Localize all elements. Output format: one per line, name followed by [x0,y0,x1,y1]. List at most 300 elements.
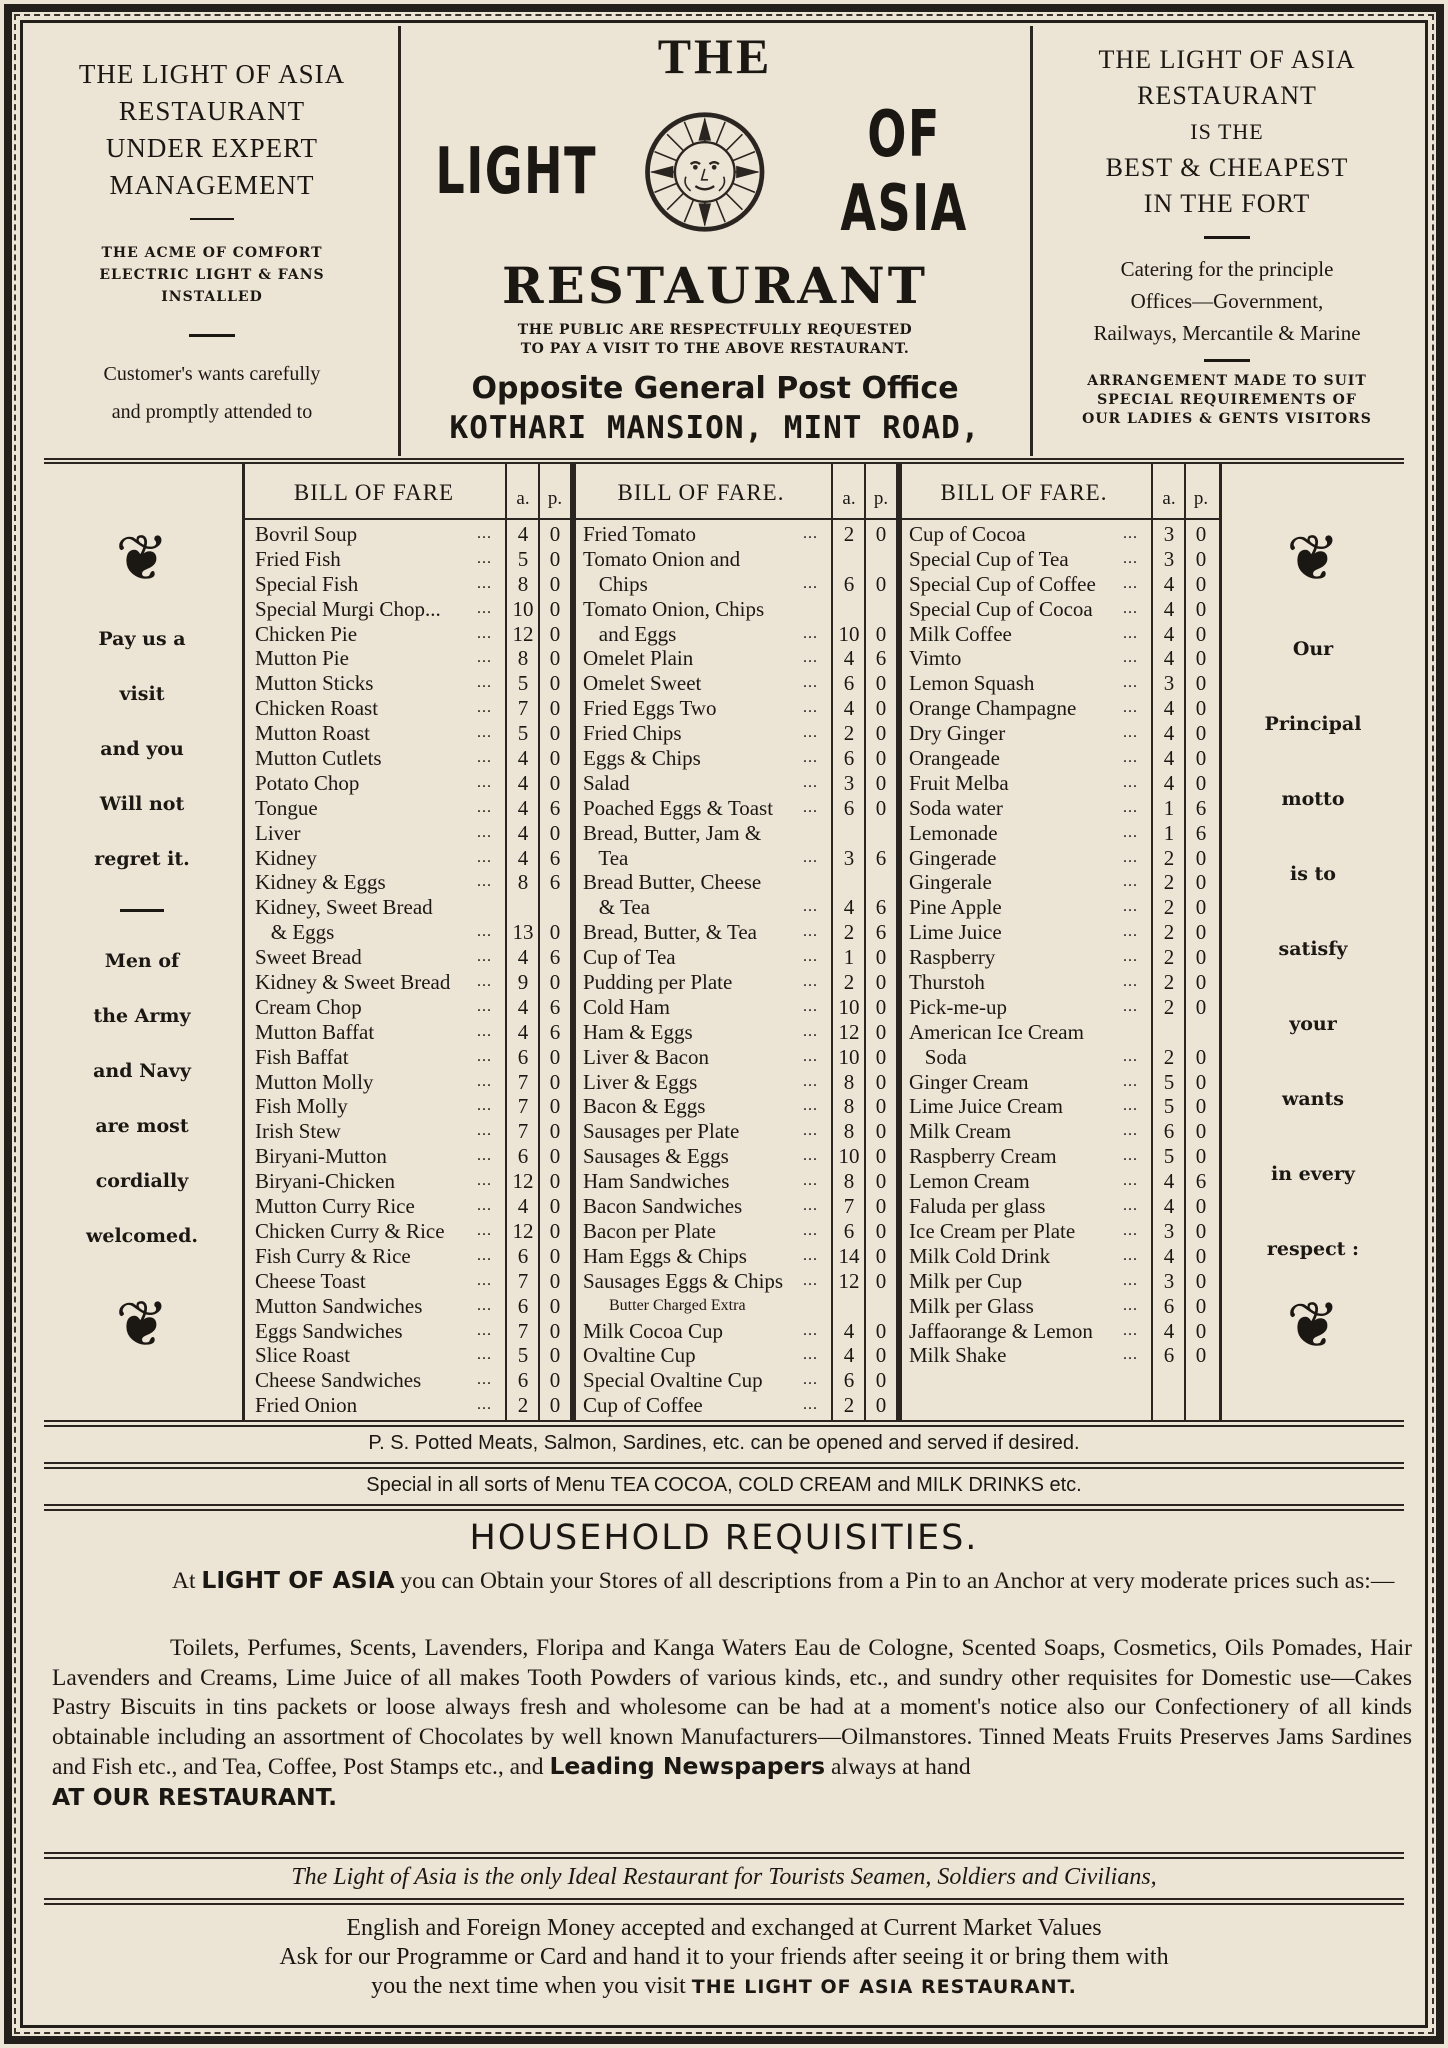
fare-item-name: Fruit Melba [909,770,1009,795]
fare-item [573,895,899,920]
fare-item [899,995,1219,1020]
leader-dots: ... [1123,773,1138,791]
fare-item-name: Milk per Cup [909,1268,1023,1293]
price-annas: 5 [1163,1144,1175,1169]
leader-dots: ... [477,549,492,567]
slogan-line: is to [1290,863,1336,885]
fare-item [573,1094,899,1119]
fare-item-name: Orangeade [909,746,1000,771]
rule [44,1898,1404,1900]
fare-item [573,547,899,572]
leader-dots: ... [1123,1072,1138,1090]
price-pies: 0 [1195,1069,1207,1094]
price-annas: 8 [843,1094,855,1119]
price-pies: 0 [1195,1194,1207,1219]
leader-dots: ... [803,1246,818,1264]
fare-item [573,646,899,671]
price-annas: 4 [1163,646,1175,671]
leader-dots: ... [803,898,818,916]
fare-item-name: Pick-me-up [909,994,1007,1019]
price-annas: 8 [517,646,529,671]
fare-item-name: Sausages & Eggs [583,1144,729,1169]
leader-dots: ... [803,1321,818,1339]
fare-item-name: Lime Juice Cream [909,1094,1063,1119]
fare-item [245,1244,573,1269]
price-annas: 6 [517,1144,529,1169]
fare-item [899,1045,1219,1070]
price-pies: 0 [875,1019,887,1044]
price-annas: 7 [517,1318,529,1343]
right-sub [1032,253,1422,349]
fare-item [245,920,573,945]
price-pies: 0 [549,571,561,596]
slogan-line: motto [1281,788,1345,810]
tagline: The Light of Asia is the only Ideal Restaurant for Tourists Seamen, Soldiers and Civilians, [291,1864,1157,1890]
leader-dots: ... [803,749,818,767]
right-title-line: IS THE [1190,119,1264,144]
fare-item [245,1144,573,1169]
fare-item [573,1045,899,1070]
fare-item-name: Omelet Plain [583,646,694,671]
price-annas: 6 [843,795,855,820]
leader-dots: ... [477,773,492,791]
price-pies: 0 [875,994,887,1019]
fare-item [899,1194,1219,1219]
fare-item-name: Fish Curry & Rice [255,1243,411,1268]
price-pies: 0 [549,1368,561,1393]
price-annas: 6 [1163,1119,1175,1144]
leader-dots: ... [1123,599,1138,617]
leader-dots: ... [803,1122,818,1140]
rule [44,1420,1404,1422]
price-annas: 4 [517,795,529,820]
left-sub-line: INSTALLED [161,289,263,305]
leader-dots: ... [803,724,818,742]
fare-item-name: Sausages per Plate [583,1119,740,1144]
fare-item-name: Raspberry [909,945,996,970]
fare-item-name: Mutton Sandwiches [255,1293,423,1318]
price-pies: 0 [1195,1119,1207,1144]
price-pies: 0 [875,1069,887,1094]
leader-dots: ... [803,649,818,667]
fare-item-name: Ice Cream per Plate [909,1218,1076,1243]
price-annas: 3 [843,845,855,870]
fare-item-name: Omelet Sweet [583,671,702,696]
fare-item [245,1194,573,1219]
fare-item-name: Ham Sandwiches [583,1169,730,1194]
fare-item-name: Lime Juice [909,920,1002,945]
slogan-line: Pay us a [98,628,186,650]
leader-dots: ... [1123,749,1138,767]
rule [44,1425,1404,1427]
price-annas: 5 [517,721,529,746]
right-sub-line: Offices—Government, [1130,289,1324,313]
fare-item [899,1343,1219,1368]
fare-item-name: Chicken Pie [255,621,358,646]
price-annas: 5 [1163,1094,1175,1119]
left-sub-line: THE ACME OF COMFORT [101,245,323,261]
fare-item [573,1343,899,1368]
pies-header: p. [547,488,563,509]
leader-dots: ... [477,1371,492,1389]
left-note-line: Customer's wants carefully [103,363,321,385]
body-text: Toilets, Perfumes, Scents, Lavenders, Floripa and Kanga Waters Eau de Cologne, Scented Soaps, Cosmetics, Oils Pomades, Hair Lavenders and Creams, Lime Juice of all makes Tooth Powders of various kinds, etc., and sundry other requisites for Domestic use—Cakes Pastry Biscuits in tins packets or loose always fresh and wholesome can be had at a moment's notice also our Confectionery of all kinds obtainable including an assortment of Chocolates by well known Manufacturers—Oilmanstores. Tinned Meats Fruits Preserves Jams Sardines and Fish etc., and Tea, Coffee, Post Stamps etc., and [52,1635,1412,1781]
price-pies: 0 [1195,1218,1207,1243]
price-annas: 7 [517,1069,529,1094]
price-annas: 13 [512,920,534,945]
fare-item-name: Pine Apple [909,895,1002,920]
fare-column-2 [570,462,902,1422]
fare-rows [899,522,1219,1368]
left-note-line: and promptly attended to [111,401,313,423]
slogan-line: Will not [99,793,185,815]
fare-item-name: Fried Tomato [583,522,697,546]
leader-dots: ... [477,1047,492,1065]
header-divider-left [398,26,401,456]
price-annas: 4 [517,746,529,771]
price-annas: 4 [1163,621,1175,646]
price-pies: 0 [1195,746,1207,771]
left-title-line: RESTAURANT [118,96,306,126]
leader-dots: ... [1123,898,1138,916]
fare-item [245,572,573,597]
price-annas: 10 [838,621,860,646]
left-slogan-text [42,612,242,887]
price-pies: 0 [875,770,887,795]
price-annas: 7 [517,1094,529,1119]
fare-item [899,1219,1219,1244]
fare-item-name: and Eggs [583,621,677,646]
leader-dots: ... [803,624,818,642]
fare-header [573,462,899,520]
fare-item-name: Thurstoh [909,970,985,995]
fare-item-name: Mutton Pie [255,646,349,671]
leader-dots: ... [477,599,492,617]
annas-header: a. [516,488,530,509]
fare-item-name: Soda water [909,795,1003,820]
leader-dots: ... [803,1271,818,1289]
fare-item-name: Special Cup of Tea [909,546,1069,571]
fare-item-name: Biryani-Chicken [255,1169,395,1194]
price-annas: 6 [843,671,855,696]
leader-dots: ... [477,574,492,592]
fare-item [245,522,573,547]
price-annas: 2 [1163,920,1175,945]
left-note [26,355,398,431]
price-pies: 0 [549,820,561,845]
leader-dots: ... [477,749,492,767]
fare-item-name: Poached Eggs & Toast [583,795,774,820]
price-annas: 2 [517,1393,529,1418]
leader-dots: ... [477,1122,492,1140]
price-annas: 10 [838,1144,860,1169]
fare-item-name: Mutton Sticks [255,671,374,696]
price-annas: 8 [517,571,529,596]
fare-item [899,821,1219,846]
leader-dots: ... [477,1147,492,1165]
leader-dots: ... [477,997,492,1015]
fare-item-name: Pudding per Plate [583,970,733,995]
right-slogan-text [1218,612,1408,1287]
fare-item [899,1144,1219,1169]
price-pies: 0 [1195,1318,1207,1343]
right-note [1032,372,1422,429]
slogan-line: wants [1282,1088,1344,1110]
fare-item-name: Fried Chips [583,721,682,746]
price-annas: 1 [1163,795,1175,820]
price-annas: 4 [517,820,529,845]
price-annas: 5 [517,546,529,571]
leader-dots: ... [1123,798,1138,816]
footer [44,1914,1404,2002]
fare-title: BILL OF FARE. [617,480,785,505]
leader-dots: ... [1123,1047,1138,1065]
leader-dots: ... [1123,724,1138,742]
fare-item [899,1269,1219,1294]
fare-item-name: Bovril Soup [255,522,358,546]
fare-item [245,1368,573,1393]
fare-rows [245,522,573,1418]
fare-item-name: Cheese Toast [255,1268,366,1293]
price-annas: 6 [843,571,855,596]
fare-item [245,746,573,771]
ornament-icon: ❦ [1286,522,1340,596]
leader-dots: ... [803,948,818,966]
price-annas: 4 [1163,721,1175,746]
price-annas: 6 [517,1293,529,1318]
public-note-line: TO PAY A VISIT TO THE ABOVE RESTAURANT. [520,341,910,357]
leader-dots: ... [1123,574,1138,592]
price-pies: 0 [1195,870,1207,895]
price-pies: 0 [549,920,561,945]
fare-item-name: Eggs & Chips [583,746,701,771]
fare-item [899,1319,1219,1344]
fare-item-name: Tongue [255,795,318,820]
fare-item-name: Salad [583,770,630,795]
fare-item [573,1020,899,1045]
fare-item [245,771,573,796]
price-pies: 0 [1195,1044,1207,1069]
fare-item [573,721,899,746]
fare-item [573,1393,899,1418]
price-pies: 0 [549,1144,561,1169]
price-annas: 2 [1163,945,1175,970]
footer-text: you the next time when you visit [371,1973,692,1999]
household-intro [52,1566,1412,1597]
leader-dots: ... [803,1197,818,1215]
price-annas: 2 [1163,895,1175,920]
menu-area [42,462,1406,1422]
fare-item-name: Mutton Curry Rice [255,1194,415,1219]
leader-dots: ... [803,674,818,692]
price-pies: 0 [875,1318,887,1343]
rule [44,1852,1404,1854]
price-annas: 2 [1163,970,1175,995]
fare-item-name: Ham Eggs & Chips [583,1243,747,1268]
fare-item-name: Mutton Molly [255,1069,374,1094]
fare-item [245,1094,573,1119]
fare-item [573,945,899,970]
price-pies: 0 [549,1268,561,1293]
price-pies: 0 [549,1094,561,1119]
footer-bold: THE LIGHT OF ASIA RESTAURANT. [691,1976,1077,1998]
title-light: LIGHT [435,135,597,209]
fare-item [899,846,1219,871]
price-pies: 0 [1195,845,1207,870]
fare-item-name: Fried Eggs Two [583,696,717,721]
fare-item-name: Special Cup of Cocoa [909,596,1093,621]
price-pies: 0 [1195,1144,1207,1169]
price-annas: 4 [843,1343,855,1368]
fare-item-name: Kidney [255,845,317,870]
price-annas: 12 [512,621,534,646]
pies-header: p. [1193,488,1209,509]
location-line: Opposite General Post Office [471,371,959,406]
slogan-line: satisfy [1278,938,1348,960]
price-pies: 0 [875,1044,887,1069]
price-annas: 12 [512,1169,534,1194]
fare-item-name: Special Cup of Coffee [909,571,1096,596]
fare-item-name: Ovaltine Cup [583,1343,696,1368]
price-pies: 0 [1195,1293,1207,1318]
slogan-line: are most [95,1115,189,1137]
fare-item-name: Mutton Cutlets [255,746,382,771]
leader-dots: ... [803,923,818,941]
price-pies: 0 [875,945,887,970]
price-annas: 2 [1163,845,1175,870]
fare-item [245,1319,573,1344]
fare-item [573,696,899,721]
price-pies: 0 [1195,895,1207,920]
fare-item [899,746,1219,771]
price-pies: 0 [1195,920,1207,945]
annas-header: a. [842,488,856,509]
fare-item [245,547,573,572]
price-annas: 2 [1163,870,1175,895]
price-annas: 4 [1163,746,1175,771]
price-pies: 0 [549,970,561,995]
fare-item-name: Milk Cream [909,1119,1012,1144]
leader-dots: ... [477,798,492,816]
fare-item [573,1244,899,1269]
price-pies: 6 [549,845,561,870]
rule [44,1467,1404,1469]
fare-item [245,870,573,895]
slogan-line: and you [100,738,184,760]
fare-item [899,1294,1219,1319]
leader-dots: ... [477,699,492,717]
leader-dots: ... [1123,973,1138,991]
fare-item-name: American Ice Cream [909,1019,1084,1044]
slogan-line: regret it. [94,848,190,870]
fare-header [245,462,573,520]
fare-item-name: Gingerade [909,845,997,870]
fare-item-name: Fish Molly [255,1094,348,1119]
right-title-line: RESTAURANT [1137,81,1317,110]
fare-item [245,1269,573,1294]
price-pies: 0 [1195,596,1207,621]
slogan-line: Principal [1264,713,1362,735]
fare-item-name: Bread, Butter, Jam & [583,820,762,845]
slogan-line: the Army [93,1005,191,1027]
price-pies: 0 [875,696,887,721]
body-text: always at hand [825,1754,971,1781]
price-pies: 6 [875,646,887,671]
leader-dots: ... [1123,848,1138,866]
fare-item-name: Milk Shake [909,1343,1007,1368]
price-annas: 12 [512,1218,534,1243]
fare-item [245,970,573,995]
intro-text: you can Obtain your Stores of all descriptions from a Pin to an Anchor at very moderate prices such as:— [394,1568,1395,1594]
price-pies: 0 [549,522,561,546]
right-title-line: THE LIGHT OF ASIA [1098,45,1356,74]
price-pies: 0 [1195,1268,1207,1293]
price-annas: 6 [1163,1293,1175,1318]
fare-item-name: Lemon Cream [909,1169,1030,1194]
fare-item-name: Bacon per Plate [583,1218,716,1243]
leader-dots: ... [1123,624,1138,642]
price-annas: 4 [517,1194,529,1219]
fare-item-name: Eggs Sandwiches [255,1318,403,1343]
leader-dots: ... [477,1321,492,1339]
fare-item-name: Raspberry Cream [909,1144,1057,1169]
annas-header: a. [1162,488,1176,509]
fare-item [573,1319,899,1344]
left-sub [26,242,398,308]
household-title: HOUSEHOLD REQUISITIES. [469,1518,979,1558]
fare-item-name: Milk per Glass [909,1293,1034,1318]
leader-dots: ... [803,773,818,791]
fare-item-name: Cup of Coffee [583,1393,703,1418]
price-pies: 0 [1195,546,1207,571]
right-sub-line: Railways, Mercantile & Marine [1093,321,1361,345]
fare-item [245,1169,573,1194]
fare-item-name: Cream Chop [255,994,362,1019]
body-bold: Leading Newspapers [549,1752,826,1781]
price-pies: 6 [549,1019,561,1044]
leader-dots: ... [1123,1246,1138,1264]
price-annas: 8 [843,1169,855,1194]
right-title-line: IN THE FORT [1143,189,1311,218]
fare-item [899,597,1219,622]
price-annas: 6 [517,1044,529,1069]
fare-item-name: Dry Ginger [909,721,1006,746]
fare-item [245,895,573,920]
intro-bold: LIGHT OF ASIA [201,1566,395,1594]
footer-line [44,1972,1404,2002]
price-annas: 14 [838,1243,860,1268]
fare-item-name: & Tea [583,895,650,920]
fare-item [573,1219,899,1244]
fare-item [899,970,1219,995]
leader-dots: ... [803,525,818,542]
fare-item [573,671,899,696]
leader-dots: ... [477,525,492,542]
left-slogan [42,462,242,1360]
fare-item [899,771,1219,796]
price-pies: 0 [549,746,561,771]
leader-dots: ... [477,848,492,866]
price-pies: 0 [549,646,561,671]
price-annas: 4 [843,1318,855,1343]
fare-item-name: Vimto [909,646,962,671]
leader-dots: ... [477,1246,492,1264]
fare-item [245,796,573,821]
leader-dots: ... [1123,1122,1138,1140]
leader-dots: ... [477,624,492,642]
leader-dots: ... [1123,823,1138,841]
price-annas: 3 [1163,546,1175,571]
